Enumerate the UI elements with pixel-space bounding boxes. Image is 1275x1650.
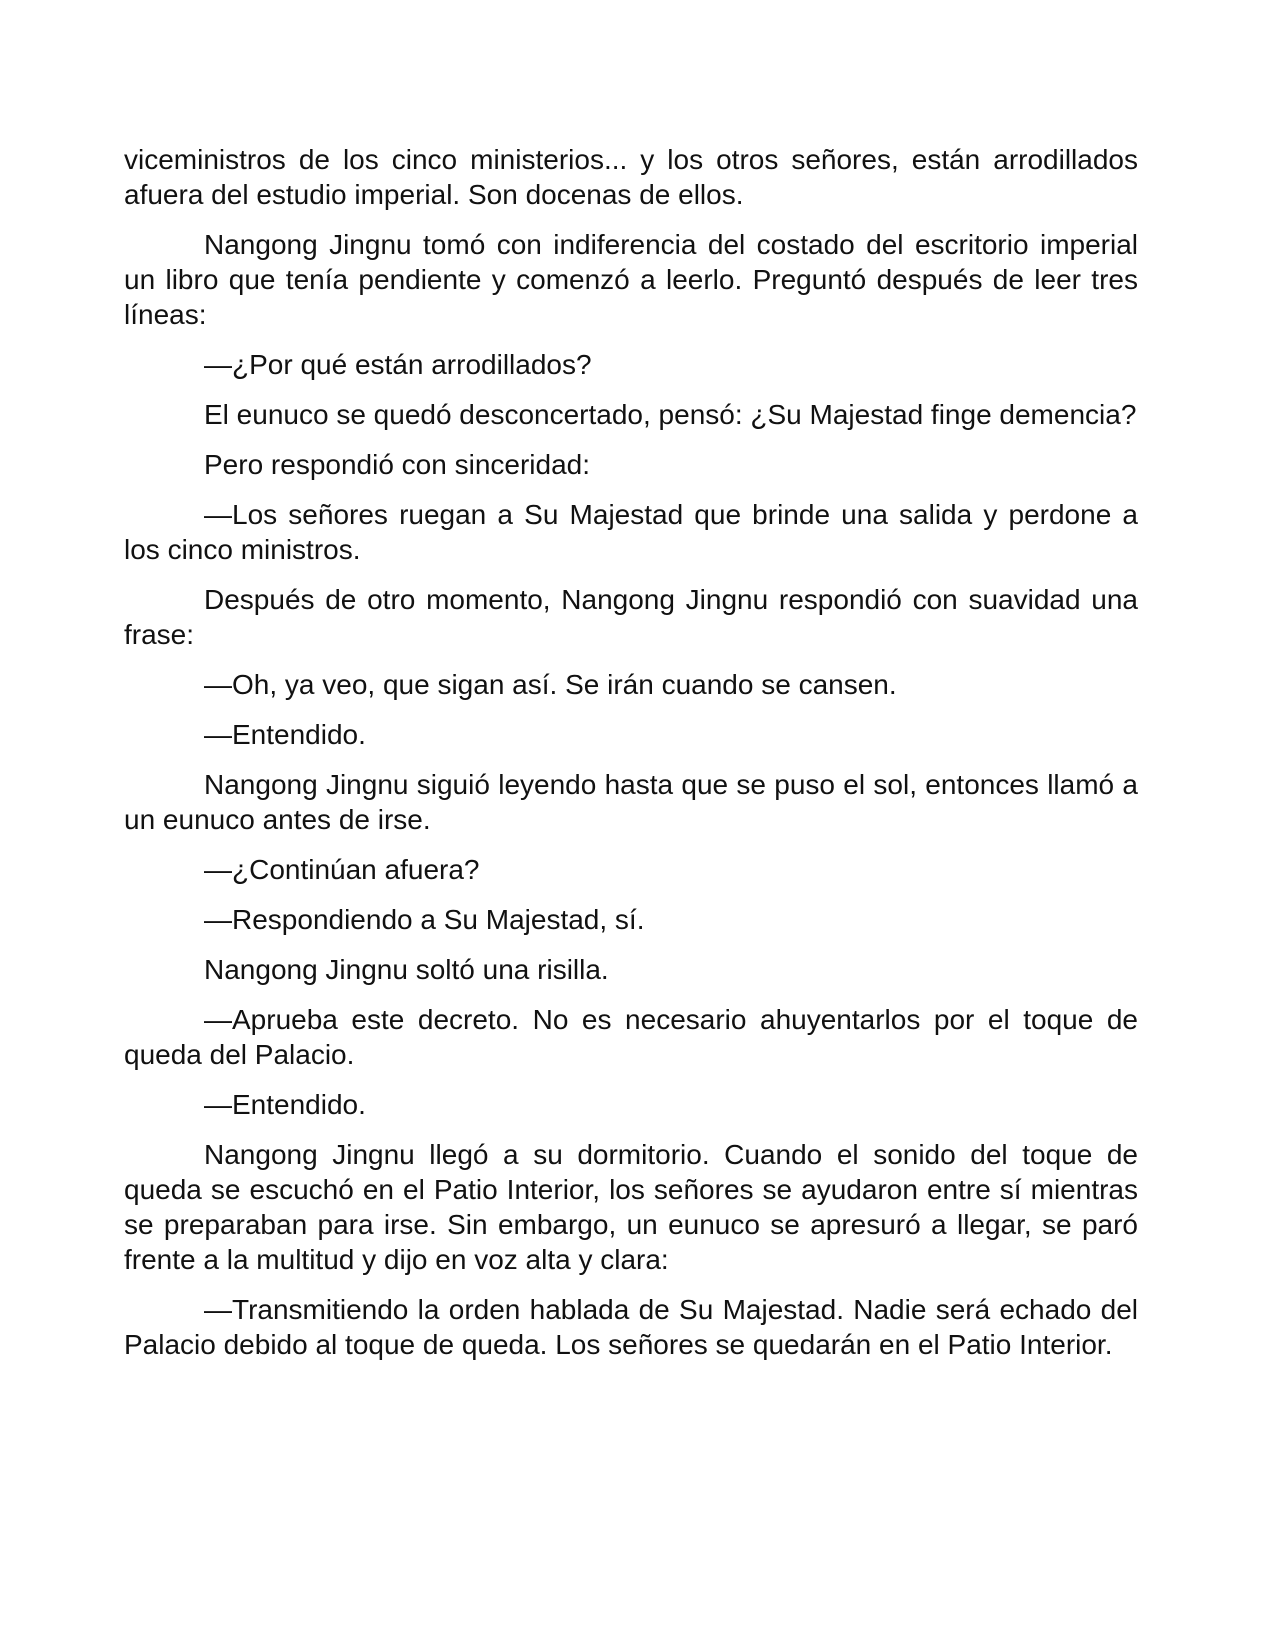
paragraph: Nangong Jingnu soltó una risilla.	[204, 954, 609, 985]
paragraph: Pero respondió con sinceridad:	[204, 449, 591, 480]
paragraph: Nangong Jingnu siguió leyendo hasta que se puso el sol, entonces llamó a un eunuco antes de irse.	[124, 769, 1138, 835]
dialogue-line: —¿Continúan afuera?	[204, 854, 480, 885]
dialogue-line: —Oh, ya veo, que sigan así. Se irán cuando se cansen.	[204, 669, 897, 700]
document-page	[124, 142, 1138, 1377]
dialogue-line: —Entendido.	[204, 1089, 366, 1120]
dialogue-line: —Entendido.	[204, 719, 366, 750]
paragraph: Nangong Jingnu llegó a su dormitorio. Cuando el sonido del toque de queda se escuchó en el Patio Interior, los señores se ayudaron entre sí mientras se preparaban para irse. Sin embargo, un eunuco se apresuró a llegar, se paró frente a la multitud y dijo en voz alta y clara:	[124, 1139, 1138, 1275]
paragraph: Después de otro momento, Nangong Jingnu respondió con suavidad una frase:	[124, 584, 1138, 650]
dialogue-line: —Transmitiendo la orden hablada de Su Majestad. Nadie será echado del Palacio debido al toque de queda. Los señores se quedarán en el Patio Interior.	[124, 1294, 1138, 1360]
paragraph: Nangong Jingnu tomó con indiferencia del costado del escritorio imperial un libro que tenía pendiente y comenzó a leerlo. Preguntó después de leer tres líneas:	[124, 229, 1138, 330]
dialogue-line: —Respondiendo a Su Majestad, sí.	[204, 904, 645, 935]
paragraph: viceministros de los cinco ministerios... y los otros señores, están arrodillados afuera del estudio imperial. Son docenas de ellos.	[124, 144, 1138, 210]
dialogue-line: —¿Por qué están arrodillados?	[204, 349, 592, 380]
paragraph: El eunuco se quedó desconcertado, pensó: ¿Su Majestad finge demencia?	[204, 399, 1137, 430]
dialogue-line: —Aprueba este decreto. No es necesario ahuyentarlos por el toque de queda del Palacio.	[124, 1004, 1138, 1070]
dialogue-line: —Los señores ruegan a Su Majestad que brinde una salida y perdone a los cinco ministros.	[124, 499, 1138, 565]
